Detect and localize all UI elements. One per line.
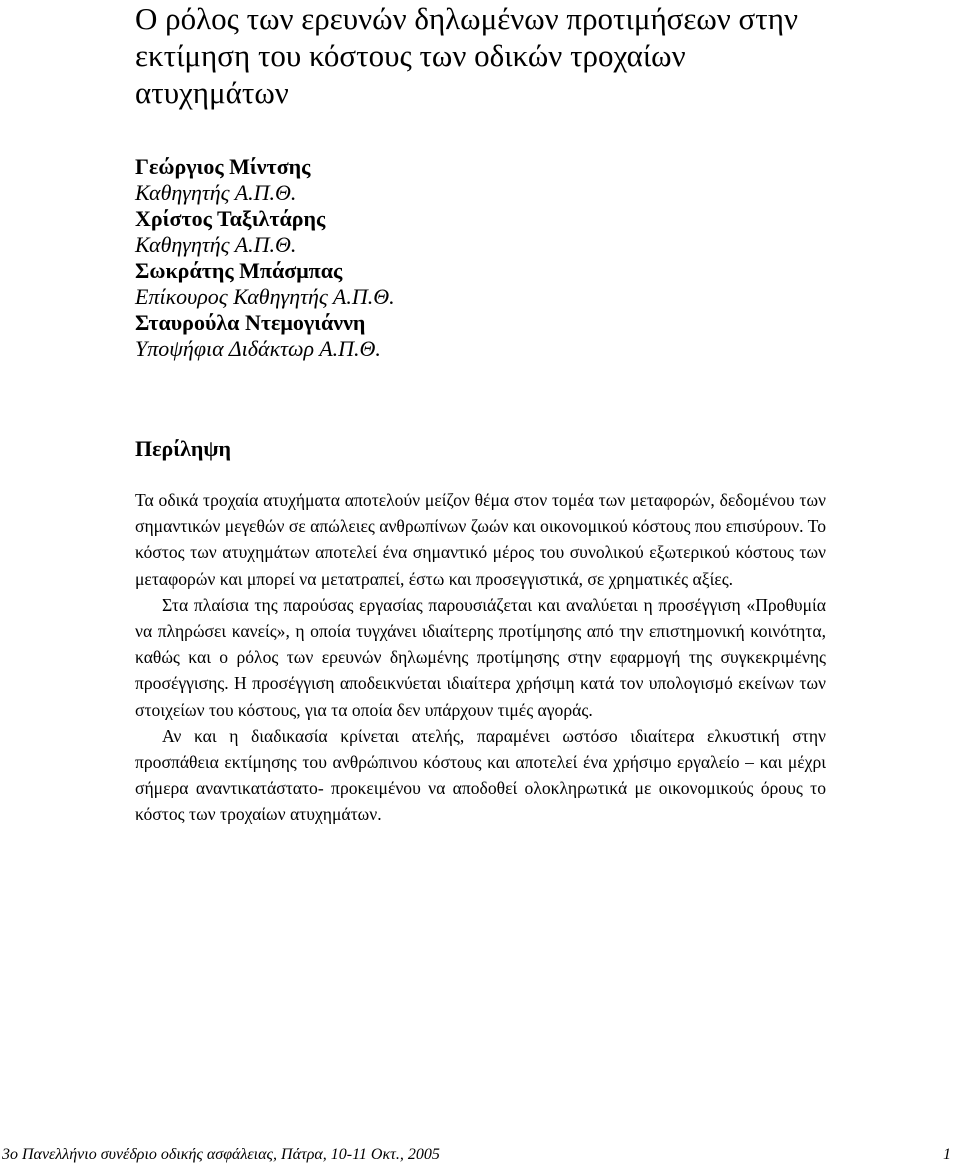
author-affiliation: Καθηγητής Α.Π.Θ. bbox=[135, 180, 297, 205]
abstract-paragraph: Τα οδικά τροχαία ατυχήματα αποτελούν μείζον θέμα στον τομέα των μεταφορών, δεδομένου των σημαντικών μεγεθών σε απώλειες ανθρωπίνων ζωών και οικονομικού κόστους που επισύρουν. Το κόστος των ατυχημάτων αποτελεί ένα σημαντικό μέρος του συνολικού εξωτερικού κόστους των μεταφορών και μπορεί να μετατραπεί, έστω και προσεγγιστικά, σε χρηματικές αξίες. bbox=[135, 490, 826, 589]
author-entry bbox=[135, 154, 735, 206]
paper-title: Ο ρόλος των ερευνών δηλωμένων προτιμήσεων στην εκτίμηση του κόστους των οδικών τροχαίων ατυχημάτων bbox=[135, 1, 798, 110]
author-affiliation: Επίκουρος Καθηγητής Α.Π.Θ. bbox=[135, 284, 395, 309]
abstract-body bbox=[135, 487, 826, 828]
author-name: Χρίστος Ταξιλτάρης bbox=[135, 206, 326, 231]
author-entry bbox=[135, 206, 735, 258]
author-entry bbox=[135, 310, 735, 362]
abstract-heading: Περίληψη bbox=[135, 436, 232, 461]
author-name: Σταυρούλα Ντεμογιάννη bbox=[135, 310, 366, 335]
footer-conference: 3ο Πανελλήνιο συνέδριο οδικής ασφάλειας, Πάτρα, 10-11 Οκτ., 2005 bbox=[2, 1146, 440, 1163]
author-entry bbox=[135, 258, 735, 310]
author-name: Σωκράτης Μπάσμπας bbox=[135, 258, 343, 283]
abstract-paragraph: Στα πλαίσια της παρούσας εργασίας παρουσιάζεται και αναλύεται η προσέγγιση «Προθυμία να πληρώσει κανείς», η οποία τυγχάνει ιδιαίτερης προτίμησης από την επιστημονική κοινότητα, καθώς και ο ρόλος των ερευνών δηλωμένης προτίμησης στην εφαρμογή της συγκεκριμένης προσέγγισης. Η προσέγγιση αποδεικνύεται ιδιαίτερα χρήσιμη κατά τον υπολογισμό εκείνων των στοιχείων του κόστους, για τα οποία δεν υπάρχουν τιμές αγοράς. bbox=[135, 594, 826, 720]
author-affiliation: Υποψήφια Διδάκτωρ Α.Π.Θ. bbox=[135, 336, 381, 361]
abstract-paragraph: Αν και η διαδικασία κρίνεται ατελής, παραμένει ωστόσο ιδιαίτερα ελκυστική στην προσπάθεια εκτίμησης του ανθρώπινου κόστους και αποτελεί ένα χρήσιμο εργαλείο – και μέχρι σήμερα αναντικατάστατο- προκειμένου να αποδοθεί ολοκληρωτικά με οικονομικούς όρους το κόστος των τροχαίων ατυχημάτων. bbox=[135, 725, 826, 825]
author-list bbox=[135, 154, 735, 362]
author-affiliation: Καθηγητής Α.Π.Θ. bbox=[135, 232, 297, 257]
author-name: Γεώργιος Μίντσης bbox=[135, 154, 311, 179]
footer-page-number: 1 bbox=[943, 1146, 951, 1163]
